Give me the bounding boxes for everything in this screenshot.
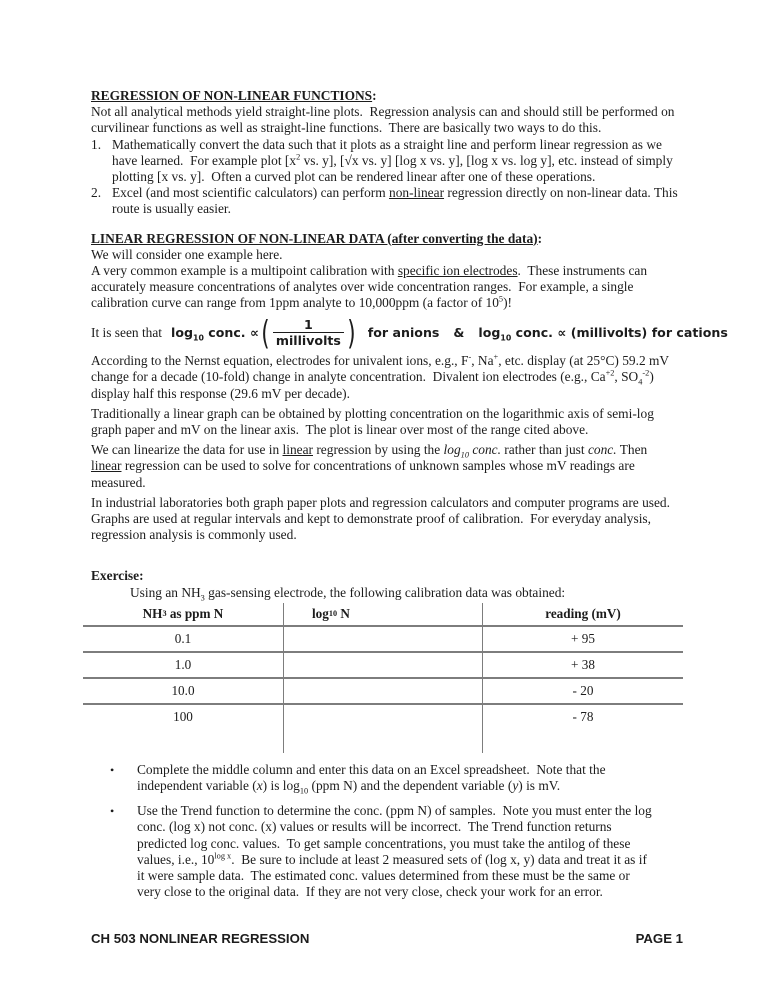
exercise-heading: Exercise:: [91, 568, 144, 584]
superscript-plus: +: [493, 352, 499, 362]
right-paren: ): [347, 313, 356, 353]
underlined-linear-2: linear: [91, 458, 122, 474]
col-header-reading: reading (mV): [483, 603, 683, 627]
formula-ampersand: &: [453, 324, 465, 340]
bullet-item-trend-function: • Use the Trend function to determine the conc. (ppm N) of samples. Note you must enter the log conc. (log x) not conc. (x) values or results will be incorrect. The Trend function returns predicted log conc. values. To get sample concentrations, you must take the antilog of these values, i.e., $10^{log x}$. Be sure to include at least 2 measured sets of (log x, y) data and treat it as if it were sample data. The estimated conc. values determined from these must be the same or very close to the original data. If they are not very close, check your work for an error.: [110, 803, 656, 900]
item-2-number: 2.: [91, 185, 102, 201]
subscript-3: 3: [200, 593, 205, 603]
table-extension-left: [83, 729, 283, 753]
bullet-icon: •: [110, 762, 115, 777]
table-cell-ppm-1: 1.0: [83, 653, 283, 679]
underlined-specific-ion-electrodes: specific ion electrodes: [397, 263, 518, 279]
superscript-minus-2: -2: [642, 368, 650, 378]
formula-intro: It is seen that: [91, 324, 163, 340]
italic-conc: conc.: [587, 442, 617, 458]
formula-log-conc-anions: $\log_{10}$ conc. ∝: [171, 324, 259, 343]
bullet-item-complete-column: • Complete the middle column and enter this data on an Excel spreadsheet. Note that the independent variable (x) is $\log_{10} (ppm$ N) and the dependent variable (y) is mV.: [110, 761, 609, 796]
superscript-5: 5: [498, 294, 504, 304]
table-cell-log-3: [283, 705, 483, 729]
superscript-log-x: log x: [214, 851, 232, 861]
table-cell-log-1: [283, 653, 483, 679]
table-cell-mv-2: - 20: [483, 679, 683, 705]
table-cell-log-0: [283, 627, 483, 653]
table-extension-right: [483, 729, 683, 753]
numbered-item-1: 1. Mathematically convert the data such that it plots as a straight line and perform linear regression as we have learned. For example plot [$x^2$ vs. y], [√x vs. y] [log x vs. y], [log x vs. log y], etc. instead of simply plotting [x vs. y]. Often a curved plot can be rendered linear after one of these operations.: [91, 136, 677, 185]
underlined-non-linear: non-linear: [389, 185, 445, 201]
subscript-10: 10: [299, 786, 309, 796]
proportionality-formula: [91, 313, 728, 353]
subscript-4: 4: [638, 377, 643, 387]
section-title-linear-regression: [91, 231, 681, 247]
formula-for-anions: for anions: [367, 324, 440, 340]
table-cell-log-2: [283, 679, 483, 705]
intro-paragraph: Not all analytical methods yield straight-line plots. Regression analysis can and should still be performed on curvilinear functions as well as straight-line functions. There are basically two ways to do this.: [91, 104, 678, 136]
paragraph-consider: We will consider one example here.: [91, 246, 283, 262]
item-1-number: 1.: [91, 136, 102, 152]
page-footer: [91, 931, 683, 946]
paragraph-nernst: According to the Nernst equation, electrodes for univalent ions, e.g., F-, Na+, etc. display (at 25°C) 59.2 mV change for a decade (10-fold) change in analyte concentration. Divalent ion electrodes (e.g., $Ca^{+2}$, $SO_4^{-2}$) display half this response (29.6 mV per decade).: [91, 352, 673, 401]
italic-x: x: [256, 777, 263, 793]
underlined-linear-1: linear: [282, 442, 313, 458]
table-cell-ppm-2: 10.0: [83, 679, 283, 705]
superscript-minus: -: [468, 352, 472, 362]
paragraph-linearize: We can linearize the data for use in linear regression by using the $\log_{10}$ conc. rather than just conc. Then linear regression can be used to solve for concentrations of unknown samples whose mV readings are measured.: [91, 442, 651, 490]
calibration-table: [83, 603, 683, 753]
italic-log-conc: $\log_{10}$ conc.: [443, 442, 501, 460]
fraction-numerator: 1: [303, 316, 313, 332]
table-extension-mid: [283, 729, 483, 753]
left-paren: (: [261, 313, 270, 353]
fraction-denominator: millivolts: [273, 332, 344, 349]
col-header-ppm: NH 3 as ppm N: [83, 603, 283, 627]
fraction-one-over-millivolts: [273, 317, 344, 349]
footer-page-number: PAGE 1: [635, 931, 683, 946]
section-title-regression: [91, 88, 681, 104]
col-header-log: log 10 N: [283, 603, 483, 627]
table-cell-ppm-3: 100: [173, 708, 193, 724]
formula-log-conc-cations: $\log_{10}$ conc. ∝ (millivolts) for cations: [478, 324, 728, 343]
paragraph-industrial: In industrial laboratories both graph paper plots and regression calculators and computer programs are used. Graphs are used at regular intervals and kept to demonstrate proof of calibration. For everyday analysis, regression analysis is commonly used.: [91, 494, 677, 543]
italic-y: y: [512, 777, 519, 793]
paragraph-traditionally: Traditionally a linear graph can be obtained by plotting concentration on the logarithmic axis of semi-log graph paper and mV on the linear axis. The plot is linear over most of the range cited above.: [91, 405, 658, 437]
section-title-colon: :: [372, 88, 377, 103]
table-cell-mv-3: - 78: [572, 708, 594, 724]
table-cell-ppm-0: 0.1: [83, 627, 283, 653]
footer-course-label: CH 503 NONLINEAR REGRESSION: [91, 931, 310, 946]
bullet-icon: •: [110, 804, 115, 819]
section-title-2-colon: :: [537, 230, 543, 246]
superscript-2: 2: [296, 152, 301, 162]
section-title-text: REGRESSION OF NON-LINEAR FUNCTIONS: [91, 88, 373, 103]
exercise-intro: Using an $NH_3$ gas-sensing electrode, the following calibration data was obtained:: [130, 584, 566, 603]
section-title-2-text: LINEAR REGRESSION OF NON-LINEAR DATA (after converting the data): [91, 230, 538, 246]
paragraph-common-example: A very common example is a multipoint calibration with specific ion electrodes. These instruments can accurately measure concentrations of analytes over wide concentration ranges. For example, a single calibration curve can range from 1ppm analyte to 10,000ppm (a factor of $10^5$)!: [91, 263, 651, 311]
superscript-plus-2: +2: [605, 368, 615, 378]
document-content: [91, 88, 728, 900]
table-cell-mv-1: + 38: [483, 653, 683, 679]
numbered-item-2: 2. Excel (and most scientific calculators) can perform non-linear regression directly on non-linear data. This route is usually easier.: [91, 185, 682, 217]
table-cell-mv-0: + 95: [483, 627, 683, 653]
